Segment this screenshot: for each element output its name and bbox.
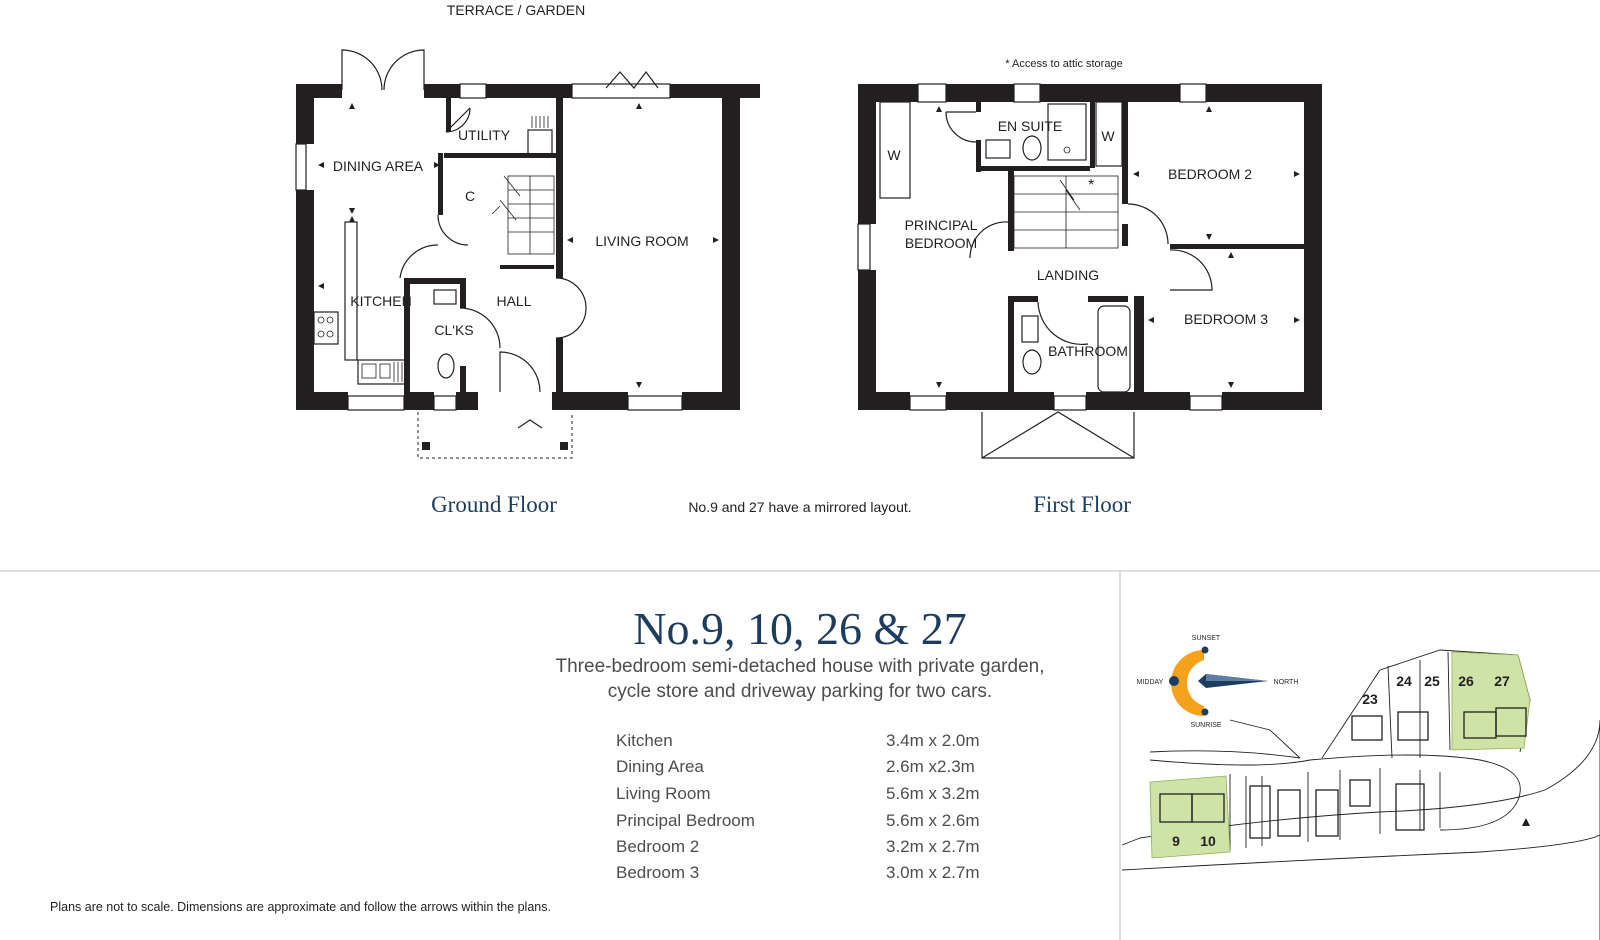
- plot-number-24: 24: [1396, 673, 1412, 689]
- room-label-bedroom3: BEDROOM 3: [1183, 311, 1269, 327]
- bedroom3-door: [1170, 250, 1212, 290]
- wall: [460, 366, 466, 396]
- first-floor-plan: [858, 58, 1322, 517]
- wall: [1222, 392, 1322, 410]
- dim-size: 5.6m x 3.2m: [886, 784, 980, 803]
- wall: [1008, 296, 1014, 396]
- room-label-landing: LANDING: [1036, 267, 1100, 283]
- room-label-hall: HALL: [496, 293, 532, 309]
- window: [910, 396, 946, 410]
- wall: [1088, 296, 1128, 302]
- wall: [670, 84, 760, 98]
- attic-asterisk: *: [1088, 177, 1095, 194]
- utility-sink: [528, 130, 552, 154]
- wall: [1040, 84, 1180, 102]
- window: [1180, 84, 1206, 102]
- site-arrow-icon: [1522, 818, 1530, 826]
- bifold-door: [606, 72, 658, 88]
- wall: [1008, 296, 1038, 302]
- plot-number-25: 25: [1424, 673, 1440, 689]
- dim-room: Dining Area: [616, 757, 704, 776]
- plot-title: No.9, 10, 26 & 27: [633, 603, 967, 654]
- french-doors: [342, 50, 424, 90]
- dim-size: 2.6m x2.3m: [886, 757, 975, 776]
- wall: [404, 392, 434, 410]
- window: [628, 396, 682, 410]
- dim-size: 5.6m x 2.6m: [886, 811, 980, 830]
- midday-marker-icon: [1169, 676, 1179, 686]
- bathroom-basin: [1022, 316, 1038, 342]
- cupboard-door: [438, 215, 468, 245]
- plot-number-26: 26: [1458, 673, 1474, 689]
- window: [918, 84, 946, 102]
- wall: [456, 392, 478, 410]
- sun-compass: [1137, 635, 1299, 729]
- wall: [1170, 244, 1304, 249]
- compass-north: NORTH: [1273, 679, 1299, 686]
- dim-room: Bedroom 3: [616, 863, 700, 882]
- access-road: [1150, 751, 1300, 758]
- room-label-kitchen: KITCHEN: [350, 293, 412, 309]
- cloaks-wc: [438, 354, 454, 378]
- porch-outline: [418, 412, 572, 458]
- window: [348, 396, 404, 410]
- ground-floor-plan: [296, 2, 760, 517]
- plot-number-9: 9: [1172, 833, 1180, 849]
- living-double-door: [556, 278, 586, 338]
- wall: [1304, 84, 1322, 410]
- window: [1014, 84, 1040, 102]
- window: [572, 84, 670, 98]
- wall: [296, 84, 314, 144]
- wall: [1090, 102, 1095, 168]
- wall: [486, 84, 572, 98]
- wall: [682, 392, 740, 410]
- window: [858, 224, 870, 270]
- bedroom2-door: [1128, 204, 1168, 244]
- room-label-bedroom2: BEDROOM 2: [1167, 166, 1253, 182]
- dimensions-table: [616, 731, 980, 882]
- dim-size: 3.2m x 2.7m: [886, 837, 980, 856]
- staircase-first: [1014, 176, 1118, 248]
- room-label-cupboard: C: [464, 188, 476, 204]
- room-label-ensuite: EN SUITE: [997, 118, 1063, 134]
- room-label-wardrobe-1: W: [887, 147, 901, 163]
- wall: [1008, 171, 1014, 251]
- wall: [858, 84, 876, 224]
- dim-room: Bedroom 2: [616, 837, 700, 856]
- front-door: [500, 352, 540, 392]
- site-plan: [1122, 635, 1600, 940]
- plot-number-27: 27: [1494, 673, 1510, 689]
- wall: [446, 98, 451, 132]
- ensuite-basin: [986, 140, 1010, 158]
- compass-midday: MIDDAY: [1136, 679, 1164, 686]
- plot-9-10-highlight: [1150, 776, 1230, 858]
- subtitle-line-1: Three-bedroom semi-detached house with private garden,: [555, 656, 1045, 677]
- wall: [438, 153, 443, 215]
- hall-door: [400, 245, 438, 278]
- room-label-living: LIVING ROOM: [595, 233, 689, 249]
- wall: [296, 392, 348, 410]
- wall: [1122, 168, 1128, 204]
- wall: [1122, 224, 1128, 246]
- hob: [314, 312, 338, 344]
- dim-room: Principal Bedroom: [616, 811, 755, 830]
- porch-roof: [982, 412, 1134, 458]
- room-label-cloaks: CL'KS: [434, 322, 474, 338]
- room-label-principal-2: BEDROOM: [904, 235, 978, 251]
- wall: [552, 392, 628, 410]
- mirror-layout-note: No.9 and 27 have a mirrored layout.: [688, 499, 912, 515]
- wall: [424, 84, 460, 98]
- window: [460, 84, 486, 98]
- wall: [500, 265, 554, 269]
- window: [1190, 396, 1222, 410]
- window: [1054, 396, 1086, 410]
- room-label-bathroom: BATHROOM: [1048, 343, 1128, 359]
- plot-number-10: 10: [1200, 833, 1216, 849]
- disclaimer: Plans are not to scale. Dimensions are approximate and follow the arrows within the plans.: [50, 900, 551, 914]
- wall: [858, 392, 910, 410]
- entrance-arrow: [518, 420, 542, 428]
- dim-size: 3.4m x 2.0m: [886, 731, 980, 750]
- wall: [460, 278, 466, 308]
- room-label-dining: DINING AREA: [332, 158, 424, 174]
- ensuite-wc: [1023, 136, 1041, 160]
- wall: [296, 190, 314, 410]
- wall: [556, 338, 563, 396]
- wall: [404, 278, 466, 284]
- kitchen-worktop: [345, 222, 357, 360]
- wall: [858, 270, 876, 410]
- ensuite-door: [946, 112, 976, 142]
- first-floor-caption: First Floor: [1033, 492, 1131, 517]
- wall: [946, 84, 1014, 102]
- bathroom-door: [1038, 302, 1088, 344]
- room-label-principal-1: PRINCIPAL: [904, 217, 978, 233]
- plot-number-23: 23: [1362, 691, 1378, 707]
- window: [296, 144, 306, 190]
- wall: [946, 392, 1054, 410]
- dim-room: Living Room: [616, 784, 711, 803]
- staircase: [492, 176, 554, 254]
- wall: [722, 98, 740, 410]
- room-label-utility: UTILITY: [457, 127, 511, 143]
- plot-boundary: [1388, 652, 1450, 758]
- window: [434, 396, 456, 410]
- wall: [976, 102, 981, 112]
- wall: [556, 98, 563, 278]
- wall: [976, 166, 1090, 171]
- ground-floor-caption: Ground Floor: [431, 492, 557, 517]
- subtitle-line-2: cycle store and driveway parking for two cars.: [607, 681, 993, 702]
- compass-sunset: SUNSET: [1191, 635, 1221, 642]
- dim-size: 3.0m x 2.7m: [886, 863, 980, 882]
- room-label-wardrobe-2: W: [1101, 128, 1115, 144]
- terrace-garden-label: TERRACE / GARDEN: [446, 2, 586, 18]
- cloaks-basin: [434, 290, 456, 304]
- wall: [1134, 296, 1144, 396]
- dim-room: Kitchen: [616, 731, 673, 750]
- attic-access-note: * Access to attic storage: [1005, 58, 1123, 70]
- wall: [1122, 102, 1128, 168]
- details-panel: [50, 603, 1045, 914]
- compass-sunrise: SUNRISE: [1190, 722, 1222, 729]
- bathroom-wc: [1023, 350, 1041, 374]
